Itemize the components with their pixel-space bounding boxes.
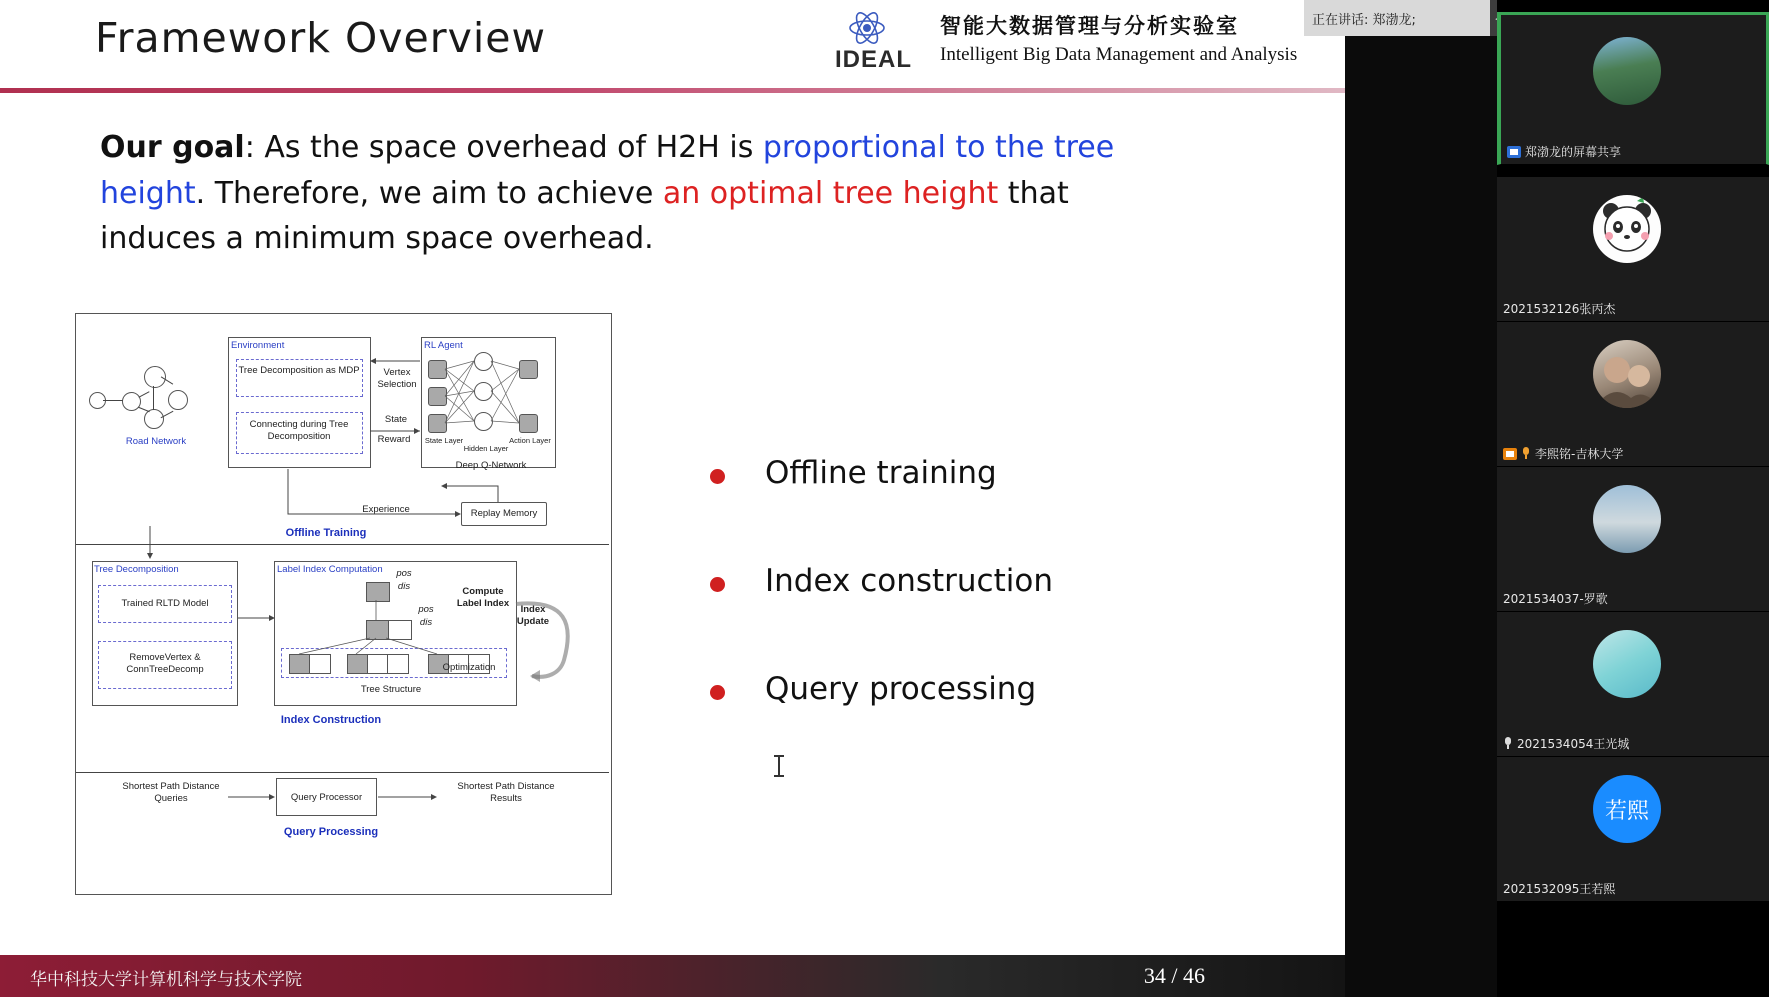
dis-label: dis	[397, 581, 411, 592]
participant-name-row	[1503, 300, 1615, 317]
bullet-query-processing: Query processing	[710, 671, 1190, 707]
participant-name: 2021534037-罗歌	[1503, 592, 1608, 606]
hidden-layer-label: Hidden Layer	[463, 444, 509, 453]
participant-tile-3[interactable]	[1497, 322, 1769, 467]
state-label: State	[384, 414, 408, 425]
experience-label: Experience	[362, 504, 410, 515]
participant-tile-2[interactable]	[1497, 177, 1769, 322]
goal-part3: that induces a minimum space overhead.	[100, 175, 1069, 257]
pos-label: pos	[396, 568, 412, 579]
screen-share-icon	[1503, 448, 1517, 460]
decomp-to-index-arrow	[236, 604, 281, 634]
query-in-arrow	[226, 784, 281, 814]
family-photo	[1593, 340, 1661, 408]
goal-part2: . Therefore, we aim to achieve	[195, 175, 663, 211]
action-layer-label: Action Layer	[509, 436, 551, 445]
replay-memory-label: Replay Memory	[470, 508, 538, 519]
avatar	[1593, 195, 1661, 263]
active-speaker-banner	[1304, 0, 1497, 36]
participant-name: 2021532095王若熙	[1503, 882, 1616, 896]
participant-name-row	[1503, 735, 1629, 752]
vertex-selection-label: Vertex Selection	[377, 367, 417, 390]
query-out-arrow	[376, 784, 444, 814]
reward-label: Reward	[377, 434, 411, 445]
tree-decomp-mdp-label: Tree Decomposition as MDP	[238, 365, 360, 376]
logo-chinese-name: 智能大数据管理与分析实验室	[940, 14, 1239, 38]
dis-label-2: dis	[419, 617, 433, 628]
remove-vertex-label: RemoveVertex & ConnTreeDecomp	[126, 652, 204, 675]
participant-tile-5[interactable]	[1497, 612, 1769, 757]
road-node	[168, 390, 188, 410]
rl-agent-label: RL Agent	[424, 340, 463, 351]
participant-name: 李熙铭-吉林大学	[1535, 447, 1624, 461]
title-divider	[0, 88, 1345, 93]
query-processing-label: Query Processing	[283, 826, 379, 838]
goal-highlight-2: an optimal tree height	[662, 175, 999, 211]
environment-label: Environment	[231, 340, 285, 351]
framework-diagram	[75, 313, 612, 895]
road-network-label: Road Network	[125, 436, 187, 447]
footer-organization: 华中科技大学计算机科学与技术学院	[30, 970, 302, 990]
road-edge	[153, 386, 154, 410]
query-processor-label: Query Processor	[290, 792, 363, 803]
slide-footer	[0, 955, 1345, 997]
lab-logo	[835, 8, 1335, 72]
env-agent-arrows	[366, 349, 426, 459]
bullet-list	[710, 455, 1190, 779]
avatar	[1593, 37, 1661, 105]
connecting-label: Connecting during Tree Decomposition	[249, 419, 349, 442]
atom-icon	[847, 8, 887, 48]
participant-name: 郑渤龙的屏幕共享	[1525, 145, 1622, 159]
screen-share-icon	[1507, 146, 1521, 158]
panda-illustration	[1593, 195, 1661, 263]
avatar-initials: 若熙	[1604, 798, 1649, 824]
page-indicator: 34 / 46	[1143, 963, 1205, 988]
participant-tile-1[interactable]	[1497, 12, 1769, 165]
pos-label-2: pos	[418, 604, 434, 615]
goal-highlight-1: proportional to the tree height	[100, 130, 1115, 211]
avatar	[1593, 485, 1661, 553]
participant-name-row	[1503, 590, 1608, 607]
active-speaker-text: 正在讲话: 郑渤龙;	[1312, 13, 1416, 28]
trained-model-label: Trained RLTD Model	[121, 598, 209, 609]
participant-name: 2021532126张丙杰	[1503, 302, 1616, 316]
compute-label-index-label: Compute Label Index	[456, 586, 510, 609]
avatar	[1593, 775, 1661, 843]
shortest-path-results-label: Shortest Path Distance Results	[457, 781, 555, 804]
state-layer-label: State Layer	[424, 436, 464, 445]
participant-rail[interactable]	[1497, 0, 1769, 997]
logo-english-name: Intelligent Big Data Management and Analysis	[940, 44, 1298, 65]
bullet-offline-training: Offline training	[710, 455, 1190, 491]
participant-name-row	[1507, 143, 1621, 160]
mic-icon	[1521, 447, 1531, 460]
experience-arrows	[228, 464, 558, 526]
goal-statement	[100, 125, 1175, 262]
participant-name: 2021534054王光城	[1517, 737, 1630, 751]
participant-tile-6[interactable]	[1497, 757, 1769, 902]
goal-lead: Our goal	[100, 130, 245, 165]
label-index-computation-label: Label Index Computation	[277, 564, 383, 575]
mic-icon	[1503, 737, 1513, 750]
shortest-path-queries-label: Shortest Path Distance Queries	[122, 781, 220, 804]
offline-training-label: Offline Training	[285, 527, 367, 539]
index-construction-label: Index Construction	[280, 714, 382, 726]
page-title: Framework Overview	[95, 14, 547, 62]
road-node	[122, 392, 141, 411]
goal-part1: : As the space overhead of H2H is	[244, 130, 763, 165]
section-divider-2	[76, 772, 609, 773]
optimization-label: Optimization	[442, 662, 496, 673]
road-node	[144, 409, 164, 429]
avatar	[1593, 340, 1661, 408]
index-update-label: Index Update	[516, 604, 550, 627]
logo-wordmark: IDEAL	[835, 46, 912, 73]
participant-name-row	[1503, 880, 1615, 897]
text-cursor-icon	[778, 755, 780, 777]
participant-name-row	[1503, 445, 1623, 462]
tree-structure-label: Tree Structure	[360, 684, 422, 695]
index-update-loop	[496, 564, 596, 704]
training-to-decomp-arrow	[136, 526, 166, 564]
deep-q-network-label: Deep Q-Network	[455, 460, 527, 471]
avatar	[1593, 630, 1661, 698]
bullet-index-construction: Index construction	[710, 563, 1190, 599]
road-edge	[103, 400, 123, 401]
participant-tile-4[interactable]	[1497, 467, 1769, 612]
tree-decomposition-label: Tree Decomposition	[94, 564, 179, 575]
